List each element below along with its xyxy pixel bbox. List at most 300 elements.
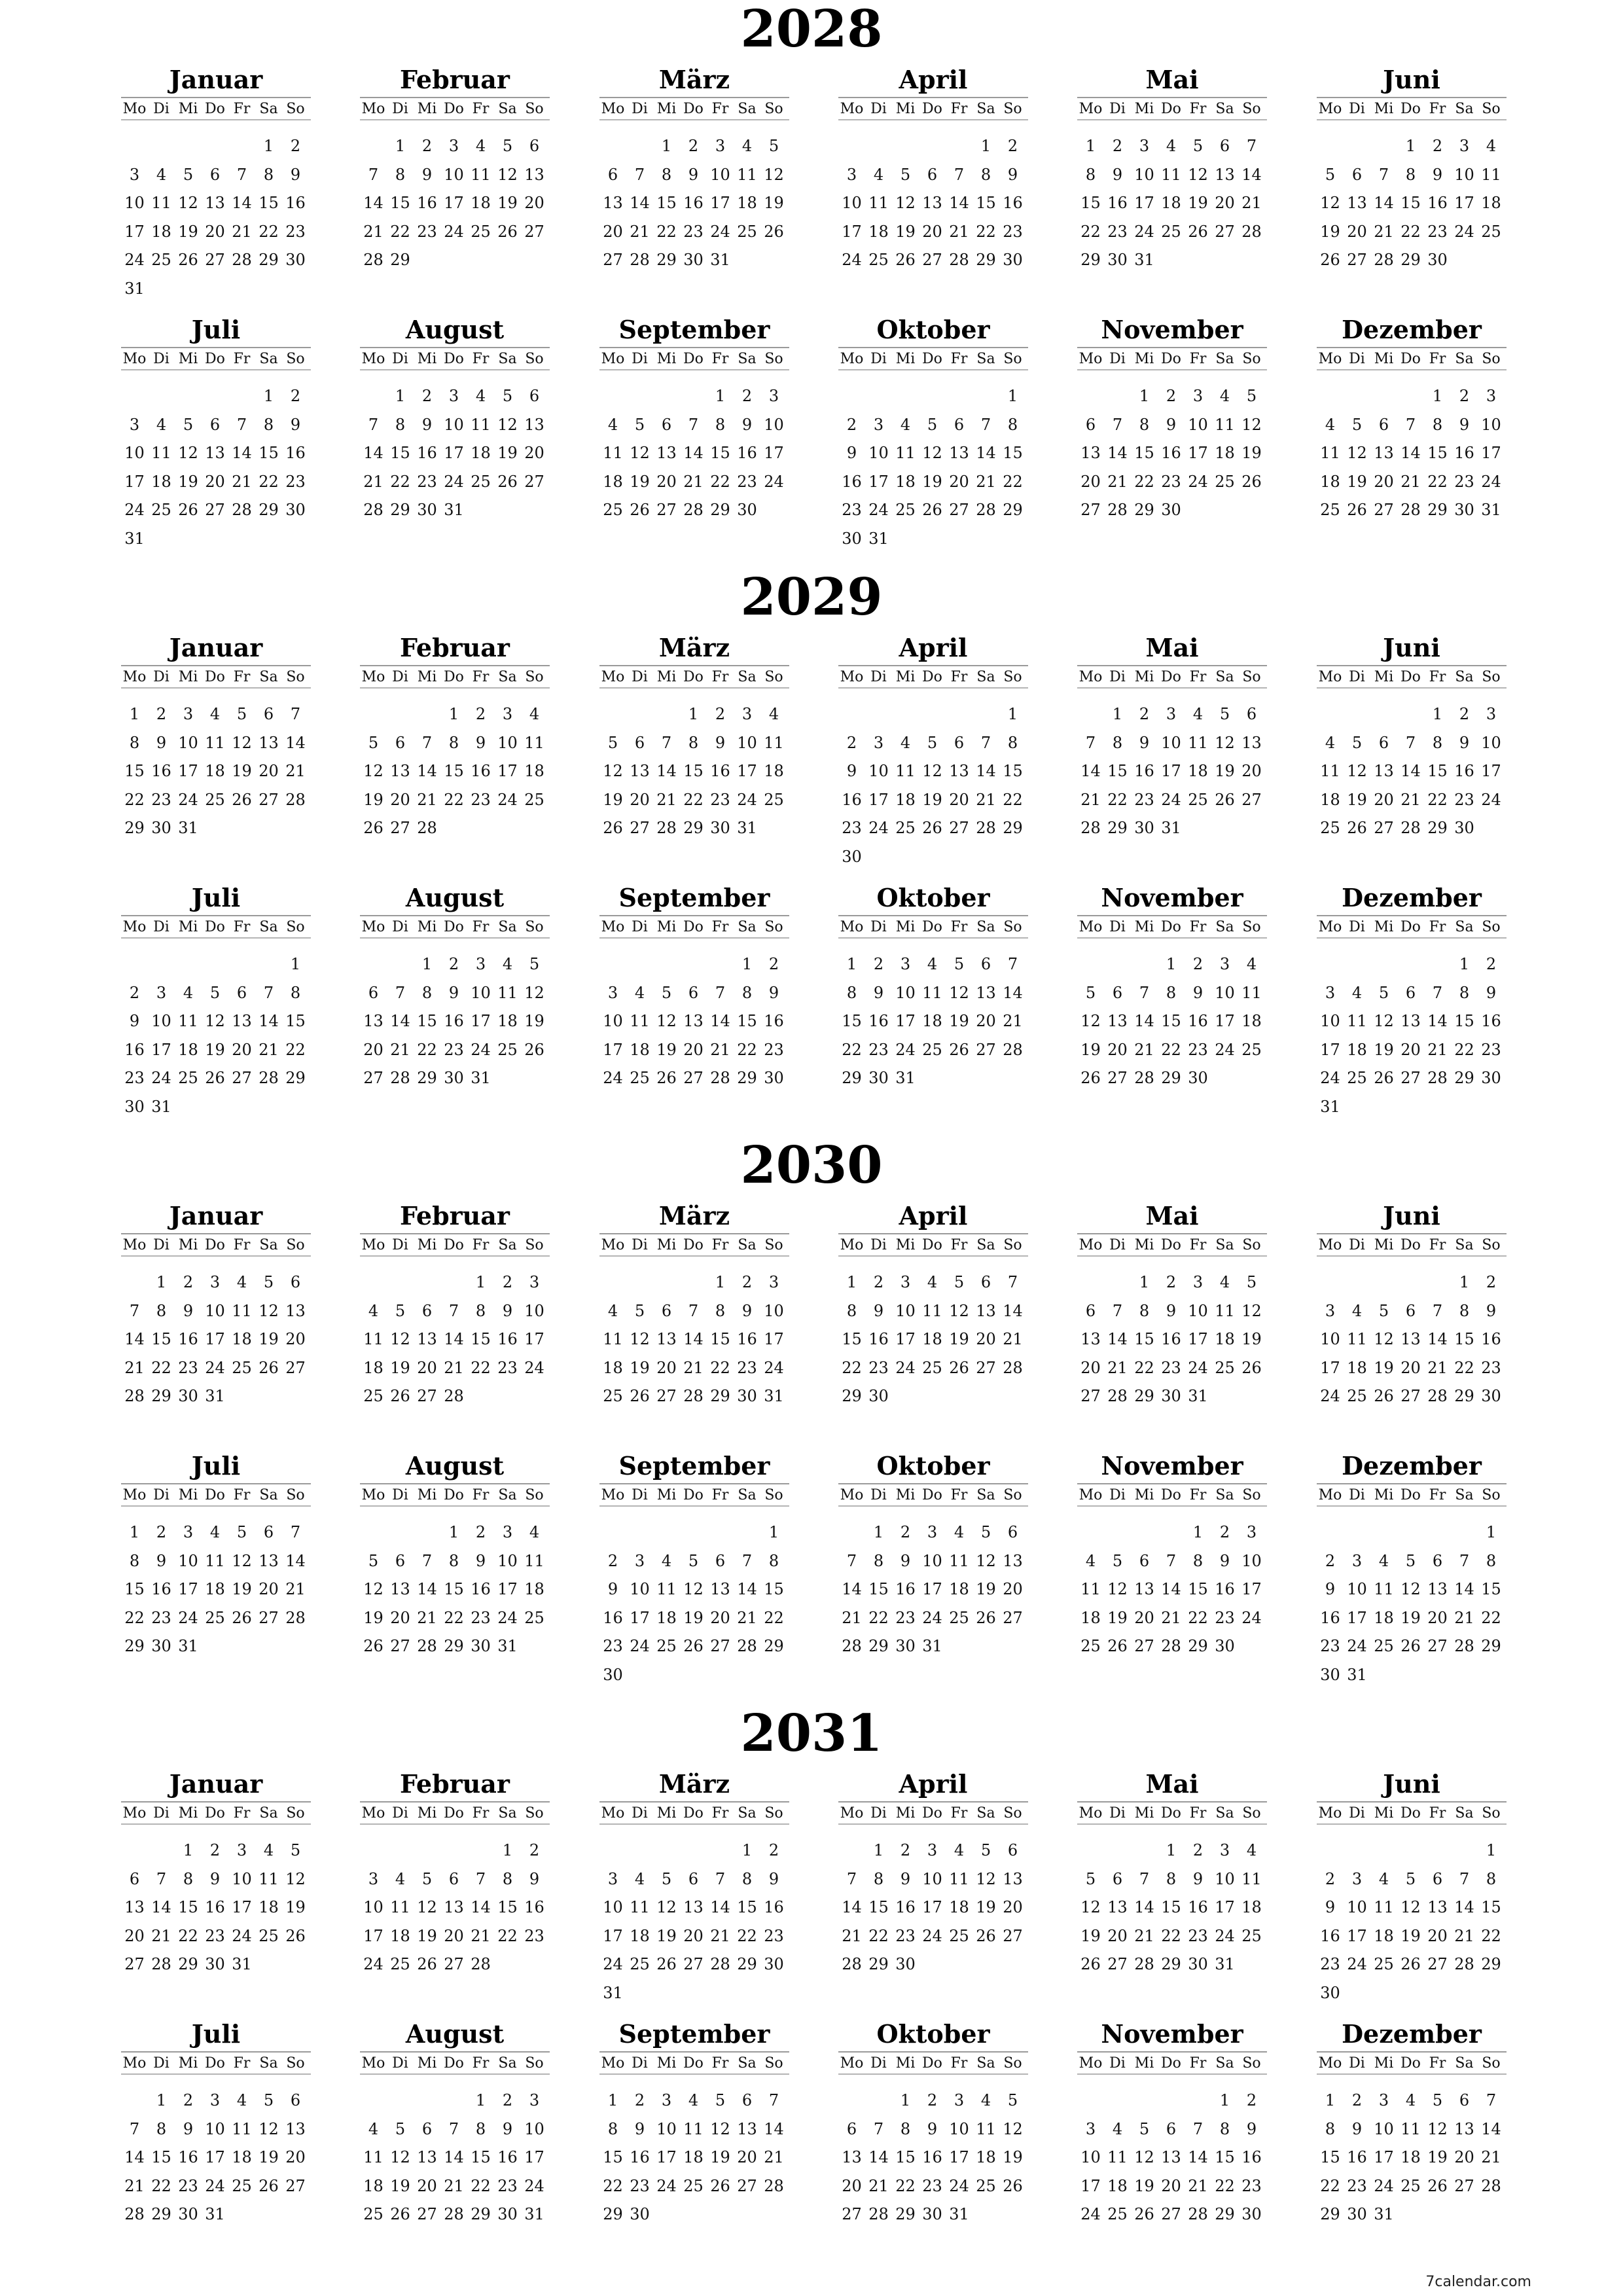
weekday-label: Mo bbox=[601, 351, 625, 367]
weekday-label: Do bbox=[922, 669, 942, 685]
weekday-label: Mi bbox=[895, 669, 916, 685]
day-cell: 20 bbox=[1107, 1040, 1128, 1059]
weekday-header bbox=[360, 1233, 550, 1257]
day-cell: 24 bbox=[497, 790, 518, 809]
day-cell: 6 bbox=[846, 2119, 857, 2138]
day-cell: 20 bbox=[1080, 1358, 1101, 1377]
day-cell: 30 bbox=[1161, 501, 1181, 519]
day-cell: 23 bbox=[497, 2176, 518, 2195]
weekday-label: Mo bbox=[1318, 351, 1342, 367]
day-cell: 29 bbox=[737, 1069, 757, 1087]
weekday-header bbox=[360, 915, 550, 939]
day-cell: 24 bbox=[124, 501, 145, 519]
day-cell: 12 bbox=[1374, 1330, 1394, 1348]
day-cell: 13 bbox=[976, 983, 996, 1002]
month-name: Juli bbox=[191, 315, 241, 344]
day-cell: 30 bbox=[842, 847, 862, 866]
day-cell: 12 bbox=[630, 444, 650, 462]
day-cell: 7 bbox=[1007, 955, 1018, 973]
day-cell: 21 bbox=[1003, 1330, 1023, 1348]
day-cell: 1 bbox=[661, 137, 672, 155]
weekday-label: Mi bbox=[1374, 1805, 1394, 1821]
day-cell: 4 bbox=[1378, 1869, 1389, 1888]
day-cell: 28 bbox=[444, 2205, 464, 2223]
day-cell: 13 bbox=[1107, 1898, 1128, 1916]
month-name: September bbox=[618, 1451, 770, 1480]
day-cell: 9 bbox=[1351, 2119, 1363, 2138]
day-cell: 20 bbox=[524, 194, 544, 212]
weekday-label: Sa bbox=[738, 2055, 757, 2072]
footer-source-text: 7calendar.com bbox=[1425, 2274, 1531, 2290]
day-cell: 26 bbox=[1427, 2176, 1448, 2195]
day-cell: 14 bbox=[1374, 194, 1394, 212]
day-cell: 25 bbox=[232, 1358, 252, 1377]
day-cell: 17 bbox=[603, 1040, 623, 1059]
day-cell: 17 bbox=[895, 1012, 916, 1030]
day-cell: 28 bbox=[232, 251, 252, 269]
day-cell: 18 bbox=[205, 762, 225, 780]
day-cell: 19 bbox=[1188, 194, 1208, 212]
day-cell: 18 bbox=[1400, 2148, 1421, 2166]
day-cell: 17 bbox=[1454, 194, 1474, 212]
weekday-label: Sa bbox=[976, 919, 995, 935]
weekday-label: Mi bbox=[1374, 101, 1394, 117]
day-cell: 5 bbox=[395, 2119, 406, 2138]
day-cell: 1 bbox=[715, 1273, 726, 1291]
day-cell: 18 bbox=[949, 1898, 969, 1916]
weekday-header bbox=[1317, 1801, 1507, 1825]
day-cell: 25 bbox=[895, 819, 916, 837]
day-cell: 18 bbox=[895, 472, 916, 491]
weekday-label: Do bbox=[922, 351, 942, 367]
day-cell: 9 bbox=[768, 1869, 779, 1888]
day-cell: 15 bbox=[1134, 444, 1154, 462]
day-cell: 2 bbox=[1325, 1869, 1336, 1888]
day-cell: 3 bbox=[209, 2091, 221, 2109]
day-cell: 28 bbox=[976, 819, 996, 837]
day-cell: 8 bbox=[1459, 983, 1470, 1002]
day-cell: 31 bbox=[1161, 819, 1181, 837]
weekday-label: Di bbox=[632, 1487, 648, 1503]
day-cell: 6 bbox=[1112, 1869, 1123, 1888]
day-cell: 11 bbox=[683, 2119, 704, 2138]
day-cell: 23 bbox=[710, 790, 730, 809]
weekday-label: Mi bbox=[1134, 351, 1154, 367]
day-cell: 22 bbox=[1454, 1040, 1474, 1059]
day-cell: 20 bbox=[1161, 2176, 1181, 2195]
day-cell: 1 bbox=[183, 1841, 194, 1859]
day-cell: 4 bbox=[1219, 387, 1230, 405]
day-cell: 19 bbox=[630, 472, 650, 491]
day-cell: 9 bbox=[1486, 983, 1497, 1002]
day-cell: 16 bbox=[683, 194, 704, 212]
weekday-label: Mi bbox=[1134, 919, 1154, 935]
day-cell: 7 bbox=[236, 415, 247, 434]
weekday-label: Sa bbox=[976, 101, 995, 117]
day-cell: 3 bbox=[156, 983, 167, 1002]
day-cell: 17 bbox=[232, 1898, 252, 1916]
day-cell: 5 bbox=[661, 1869, 672, 1888]
day-cell: 11 bbox=[232, 1301, 252, 1320]
month-name: November bbox=[1101, 315, 1243, 344]
day-cell: 10 bbox=[1080, 2148, 1101, 2166]
day-cell: 6 bbox=[209, 165, 221, 184]
day-cell: 22 bbox=[124, 790, 145, 809]
day-cell: 21 bbox=[949, 222, 969, 241]
weekday-label: Fr bbox=[472, 919, 490, 935]
day-cell: 24 bbox=[922, 1608, 942, 1627]
day-cell: 17 bbox=[151, 1040, 171, 1059]
day-cell: 16 bbox=[922, 2148, 942, 2166]
day-cell: 30 bbox=[1161, 1387, 1181, 1405]
day-cell: 18 bbox=[603, 1358, 623, 1377]
weekday-label: Mo bbox=[122, 669, 147, 685]
weekday-divider bbox=[121, 1505, 311, 1507]
weekday-label: Fr bbox=[1429, 1237, 1446, 1253]
day-cell: 3 bbox=[1351, 1551, 1363, 1570]
weekday-label: Do bbox=[683, 101, 704, 117]
weekday-label: Sa bbox=[498, 1805, 517, 1821]
day-cell: 7 bbox=[290, 705, 301, 723]
day-cell: 9 bbox=[209, 1869, 221, 1888]
day-cell: 17 bbox=[764, 444, 784, 462]
day-cell: 4 bbox=[741, 137, 753, 155]
weekday-label: Mo bbox=[840, 2055, 864, 2072]
weekday-label: Di bbox=[870, 919, 887, 935]
day-cell: 18 bbox=[656, 1608, 677, 1627]
day-cell: 22 bbox=[895, 2176, 916, 2195]
month-name: Februar bbox=[400, 1769, 510, 1799]
weekday-label: Fr bbox=[233, 2055, 251, 2072]
day-cell: 8 bbox=[1192, 1551, 1204, 1570]
weekday-label: Di bbox=[1349, 669, 1365, 685]
weekday-label: Di bbox=[392, 669, 408, 685]
day-cell: 11 bbox=[363, 2148, 383, 2166]
day-cell: 13 bbox=[1427, 1898, 1448, 1916]
weekday-label: Do bbox=[444, 101, 464, 117]
day-cell: 1 bbox=[263, 137, 274, 155]
day-cell: 4 bbox=[368, 2119, 379, 2138]
day-cell: 21 bbox=[363, 472, 383, 491]
day-cell: 29 bbox=[1003, 501, 1023, 519]
day-cell: 8 bbox=[1432, 415, 1443, 434]
weekday-label: So bbox=[1003, 2055, 1022, 2072]
day-cell: 25 bbox=[232, 2176, 252, 2195]
day-cell: 29 bbox=[124, 1637, 145, 1655]
day-cell: 29 bbox=[868, 1955, 889, 1973]
day-cell: 3 bbox=[129, 415, 140, 434]
day-cell: 24 bbox=[868, 819, 889, 837]
day-cell: 1 bbox=[873, 1523, 884, 1541]
month-name: Februar bbox=[400, 65, 510, 94]
day-cell: 25 bbox=[205, 1608, 225, 1627]
month-name: Januar bbox=[169, 633, 263, 662]
weekday-label: Mi bbox=[178, 101, 198, 117]
day-cell: 15 bbox=[842, 1012, 862, 1030]
month-name: Oktober bbox=[876, 2019, 990, 2049]
day-cell: 1 bbox=[1432, 387, 1443, 405]
day-cell: 29 bbox=[444, 1637, 464, 1655]
day-cell: 23 bbox=[683, 222, 704, 241]
day-cell: 20 bbox=[710, 1608, 730, 1627]
day-cell: 16 bbox=[764, 1012, 784, 1030]
day-cell: 20 bbox=[1080, 472, 1101, 491]
weekday-header bbox=[360, 347, 550, 370]
day-cell: 26 bbox=[1320, 251, 1340, 269]
day-cell: 29 bbox=[1215, 2205, 1235, 2223]
day-cell: 16 bbox=[1241, 2148, 1262, 2166]
day-cell: 21 bbox=[1161, 1608, 1181, 1627]
day-cell: 17 bbox=[1188, 1330, 1208, 1348]
day-cell: 16 bbox=[1481, 1012, 1501, 1030]
day-cell: 29 bbox=[1320, 2205, 1340, 2223]
weekday-header bbox=[1317, 1483, 1507, 1507]
day-cell: 20 bbox=[417, 1358, 437, 1377]
day-cell: 2 bbox=[768, 1841, 779, 1859]
day-cell: 18 bbox=[1080, 1608, 1101, 1627]
weekday-label: So bbox=[764, 1237, 783, 1253]
day-cell: 8 bbox=[1112, 733, 1123, 752]
day-cell: 21 bbox=[1241, 194, 1262, 212]
day-cell: 12 bbox=[1107, 1580, 1128, 1598]
weekday-label: Do bbox=[1161, 919, 1181, 935]
day-cell: 2 bbox=[1351, 2091, 1363, 2109]
day-cell: 10 bbox=[1481, 733, 1501, 752]
day-cell: 24 bbox=[1374, 2176, 1394, 2195]
day-cell: 7 bbox=[980, 415, 991, 434]
weekday-label: Di bbox=[153, 351, 169, 367]
day-cell: 23 bbox=[1320, 1955, 1340, 1973]
day-cell: 17 bbox=[1241, 1580, 1262, 1598]
day-cell: 4 bbox=[368, 1301, 379, 1320]
day-cell: 2 bbox=[927, 2091, 938, 2109]
weekday-label: So bbox=[1003, 919, 1022, 935]
day-cell: 21 bbox=[764, 2148, 784, 2166]
day-cell: 28 bbox=[868, 2205, 889, 2223]
day-cell: 28 bbox=[842, 1637, 862, 1655]
day-cell: 22 bbox=[1215, 2176, 1235, 2195]
day-cell: 14 bbox=[1161, 1580, 1181, 1598]
day-cell: 22 bbox=[1427, 790, 1448, 809]
day-cell: 23 bbox=[1161, 1358, 1181, 1377]
day-cell: 25 bbox=[764, 790, 784, 809]
day-cell: 10 bbox=[1161, 733, 1181, 752]
day-cell: 14 bbox=[124, 1330, 145, 1348]
day-cell: 7 bbox=[1432, 1301, 1443, 1320]
day-cell: 15 bbox=[1107, 762, 1128, 780]
day-cell: 18 bbox=[737, 194, 757, 212]
weekday-divider bbox=[599, 369, 789, 370]
day-cell: 30 bbox=[417, 501, 437, 519]
weekday-label: Mi bbox=[417, 1487, 437, 1503]
day-cell: 19 bbox=[497, 444, 518, 462]
day-cell: 5 bbox=[661, 983, 672, 1002]
day-cell: 22 bbox=[390, 222, 410, 241]
weekday-divider bbox=[360, 937, 550, 939]
weekday-label: Mo bbox=[361, 919, 385, 935]
weekday-divider bbox=[1077, 119, 1267, 120]
weekday-label: So bbox=[1242, 1487, 1261, 1503]
day-cell: 21 bbox=[1134, 1926, 1154, 1945]
day-cell: 23 bbox=[895, 1608, 916, 1627]
day-cell: 18 bbox=[1241, 1012, 1262, 1030]
weekday-label: Do bbox=[683, 919, 704, 935]
day-cell: 12 bbox=[1080, 1898, 1101, 1916]
weekday-label: So bbox=[1003, 669, 1022, 685]
day-cell: 25 bbox=[524, 790, 544, 809]
weekday-divider bbox=[838, 1505, 1028, 1507]
day-cell: 20 bbox=[603, 222, 623, 241]
day-cell: 29 bbox=[683, 819, 704, 837]
day-cell: 7 bbox=[129, 2119, 140, 2138]
day-cell: 17 bbox=[1080, 2176, 1101, 2195]
day-cell: 18 bbox=[524, 1580, 544, 1598]
weekday-label: Di bbox=[392, 1237, 408, 1253]
day-cell: 5 bbox=[980, 1523, 991, 1541]
day-cell: 19 bbox=[524, 1012, 544, 1030]
weekday-label: So bbox=[1482, 2055, 1501, 2072]
day-cell: 21 bbox=[444, 2176, 464, 2195]
day-cell: 7 bbox=[741, 1551, 753, 1570]
day-cell: 13 bbox=[1400, 1012, 1421, 1030]
weekday-label: Mo bbox=[122, 1805, 147, 1821]
weekday-label: Mi bbox=[656, 1237, 677, 1253]
day-cell: 5 bbox=[183, 415, 194, 434]
day-cell: 19 bbox=[1374, 1358, 1394, 1377]
day-cell: 28 bbox=[151, 1955, 171, 1973]
weekday-header bbox=[1077, 347, 1267, 370]
day-cell: 23 bbox=[1481, 1040, 1501, 1059]
day-cell: 24 bbox=[1134, 222, 1154, 241]
day-cell: 10 bbox=[471, 983, 491, 1002]
day-cell: 11 bbox=[524, 733, 544, 752]
day-cell: 25 bbox=[630, 1955, 650, 1973]
day-cell: 30 bbox=[1481, 1069, 1501, 1087]
day-cell: 8 bbox=[1085, 165, 1096, 184]
day-cell: 8 bbox=[1405, 165, 1416, 184]
day-cell: 28 bbox=[737, 1637, 757, 1655]
day-cell: 21 bbox=[656, 790, 677, 809]
day-cell: 8 bbox=[475, 2119, 486, 2138]
day-cell: 13 bbox=[683, 1898, 704, 1916]
weekday-header bbox=[1317, 2051, 1507, 2075]
day-cell: 17 bbox=[764, 1330, 784, 1348]
day-cell: 23 bbox=[922, 2176, 942, 2195]
day-cell: 30 bbox=[1454, 501, 1474, 519]
day-cell: 24 bbox=[471, 1040, 491, 1059]
month-name: April bbox=[899, 1201, 968, 1230]
day-cell: 7 bbox=[1459, 1869, 1470, 1888]
weekday-label: Do bbox=[1161, 1487, 1181, 1503]
day-cell: 31 bbox=[124, 279, 145, 298]
day-cell: 31 bbox=[1374, 2205, 1394, 2223]
weekday-label: Do bbox=[205, 919, 225, 935]
weekday-label: Fr bbox=[233, 101, 251, 117]
day-cell: 24 bbox=[124, 251, 145, 269]
weekday-label: Sa bbox=[976, 1487, 995, 1503]
weekday-label: Sa bbox=[1215, 1805, 1234, 1821]
day-cell: 4 bbox=[1351, 983, 1363, 1002]
day-cell: 11 bbox=[764, 733, 784, 752]
weekday-divider bbox=[838, 1255, 1028, 1257]
day-cell: 1 bbox=[1166, 1841, 1177, 1859]
day-cell: 6 bbox=[1219, 137, 1230, 155]
day-cell: 19 bbox=[1134, 2176, 1154, 2195]
day-cell: 29 bbox=[1454, 1387, 1474, 1405]
weekday-label: Fr bbox=[233, 1487, 251, 1503]
day-cell: 9 bbox=[1192, 1869, 1204, 1888]
day-cell: 20 bbox=[259, 762, 279, 780]
day-cell: 15 bbox=[151, 1330, 171, 1348]
weekday-divider bbox=[1317, 687, 1507, 689]
day-cell: 2 bbox=[846, 415, 857, 434]
day-cell: 14 bbox=[1134, 1898, 1154, 1916]
day-cell: 15 bbox=[1080, 194, 1101, 212]
day-cell: 20 bbox=[285, 1330, 306, 1348]
day-cell: 26 bbox=[949, 1358, 969, 1377]
day-cell: 16 bbox=[1188, 1012, 1208, 1030]
weekday-divider bbox=[1077, 1505, 1267, 1507]
weekday-label: Mo bbox=[1079, 669, 1103, 685]
day-cell: 20 bbox=[1374, 790, 1394, 809]
weekday-label: Mi bbox=[656, 669, 677, 685]
day-cell: 29 bbox=[1161, 1955, 1181, 1973]
day-cell: 30 bbox=[603, 1665, 623, 1684]
day-cell: 3 bbox=[129, 165, 140, 184]
weekday-label: Di bbox=[392, 919, 408, 935]
day-cell: 18 bbox=[363, 2176, 383, 2195]
day-cell: 18 bbox=[390, 1926, 410, 1945]
weekday-label: Mi bbox=[1134, 2055, 1154, 2072]
weekday-label: So bbox=[764, 919, 783, 935]
day-cell: 2 bbox=[634, 2091, 645, 2109]
weekday-label: Mo bbox=[361, 1237, 385, 1253]
weekday-label: Mo bbox=[1079, 351, 1103, 367]
weekday-label: Do bbox=[922, 2055, 942, 2072]
day-cell: 27 bbox=[1454, 2176, 1474, 2195]
day-cell: 19 bbox=[976, 1580, 996, 1598]
day-cell: 2 bbox=[1139, 705, 1150, 723]
day-cell: 19 bbox=[1320, 222, 1340, 241]
day-cell: 18 bbox=[1374, 1926, 1394, 1945]
day-cell: 15 bbox=[737, 1012, 757, 1030]
weekday-header bbox=[360, 2051, 550, 2075]
weekday-label: Mo bbox=[601, 101, 625, 117]
day-cell: 20 bbox=[205, 472, 225, 491]
weekday-label: Di bbox=[1349, 1237, 1365, 1253]
day-cell: 25 bbox=[1241, 1926, 1262, 1945]
day-cell: 21 bbox=[232, 472, 252, 491]
weekday-label: Do bbox=[205, 669, 225, 685]
day-cell: 10 bbox=[630, 1580, 650, 1598]
day-cell: 31 bbox=[178, 819, 198, 837]
day-cell: 11 bbox=[603, 444, 623, 462]
day-cell: 21 bbox=[976, 472, 996, 491]
day-cell: 9 bbox=[502, 1301, 513, 1320]
day-cell: 13 bbox=[1134, 1580, 1154, 1598]
day-cell: 11 bbox=[1241, 1869, 1262, 1888]
day-cell: 23 bbox=[842, 501, 862, 519]
weekday-header bbox=[121, 665, 311, 689]
day-cell: 16 bbox=[710, 762, 730, 780]
day-cell: 9 bbox=[634, 2119, 645, 2138]
day-cell: 10 bbox=[205, 2119, 225, 2138]
day-cell: 27 bbox=[656, 1387, 677, 1405]
weekday-header bbox=[360, 1483, 550, 1507]
day-cell: 7 bbox=[1085, 733, 1096, 752]
day-cell: 29 bbox=[1400, 251, 1421, 269]
day-cell: 30 bbox=[1427, 251, 1448, 269]
